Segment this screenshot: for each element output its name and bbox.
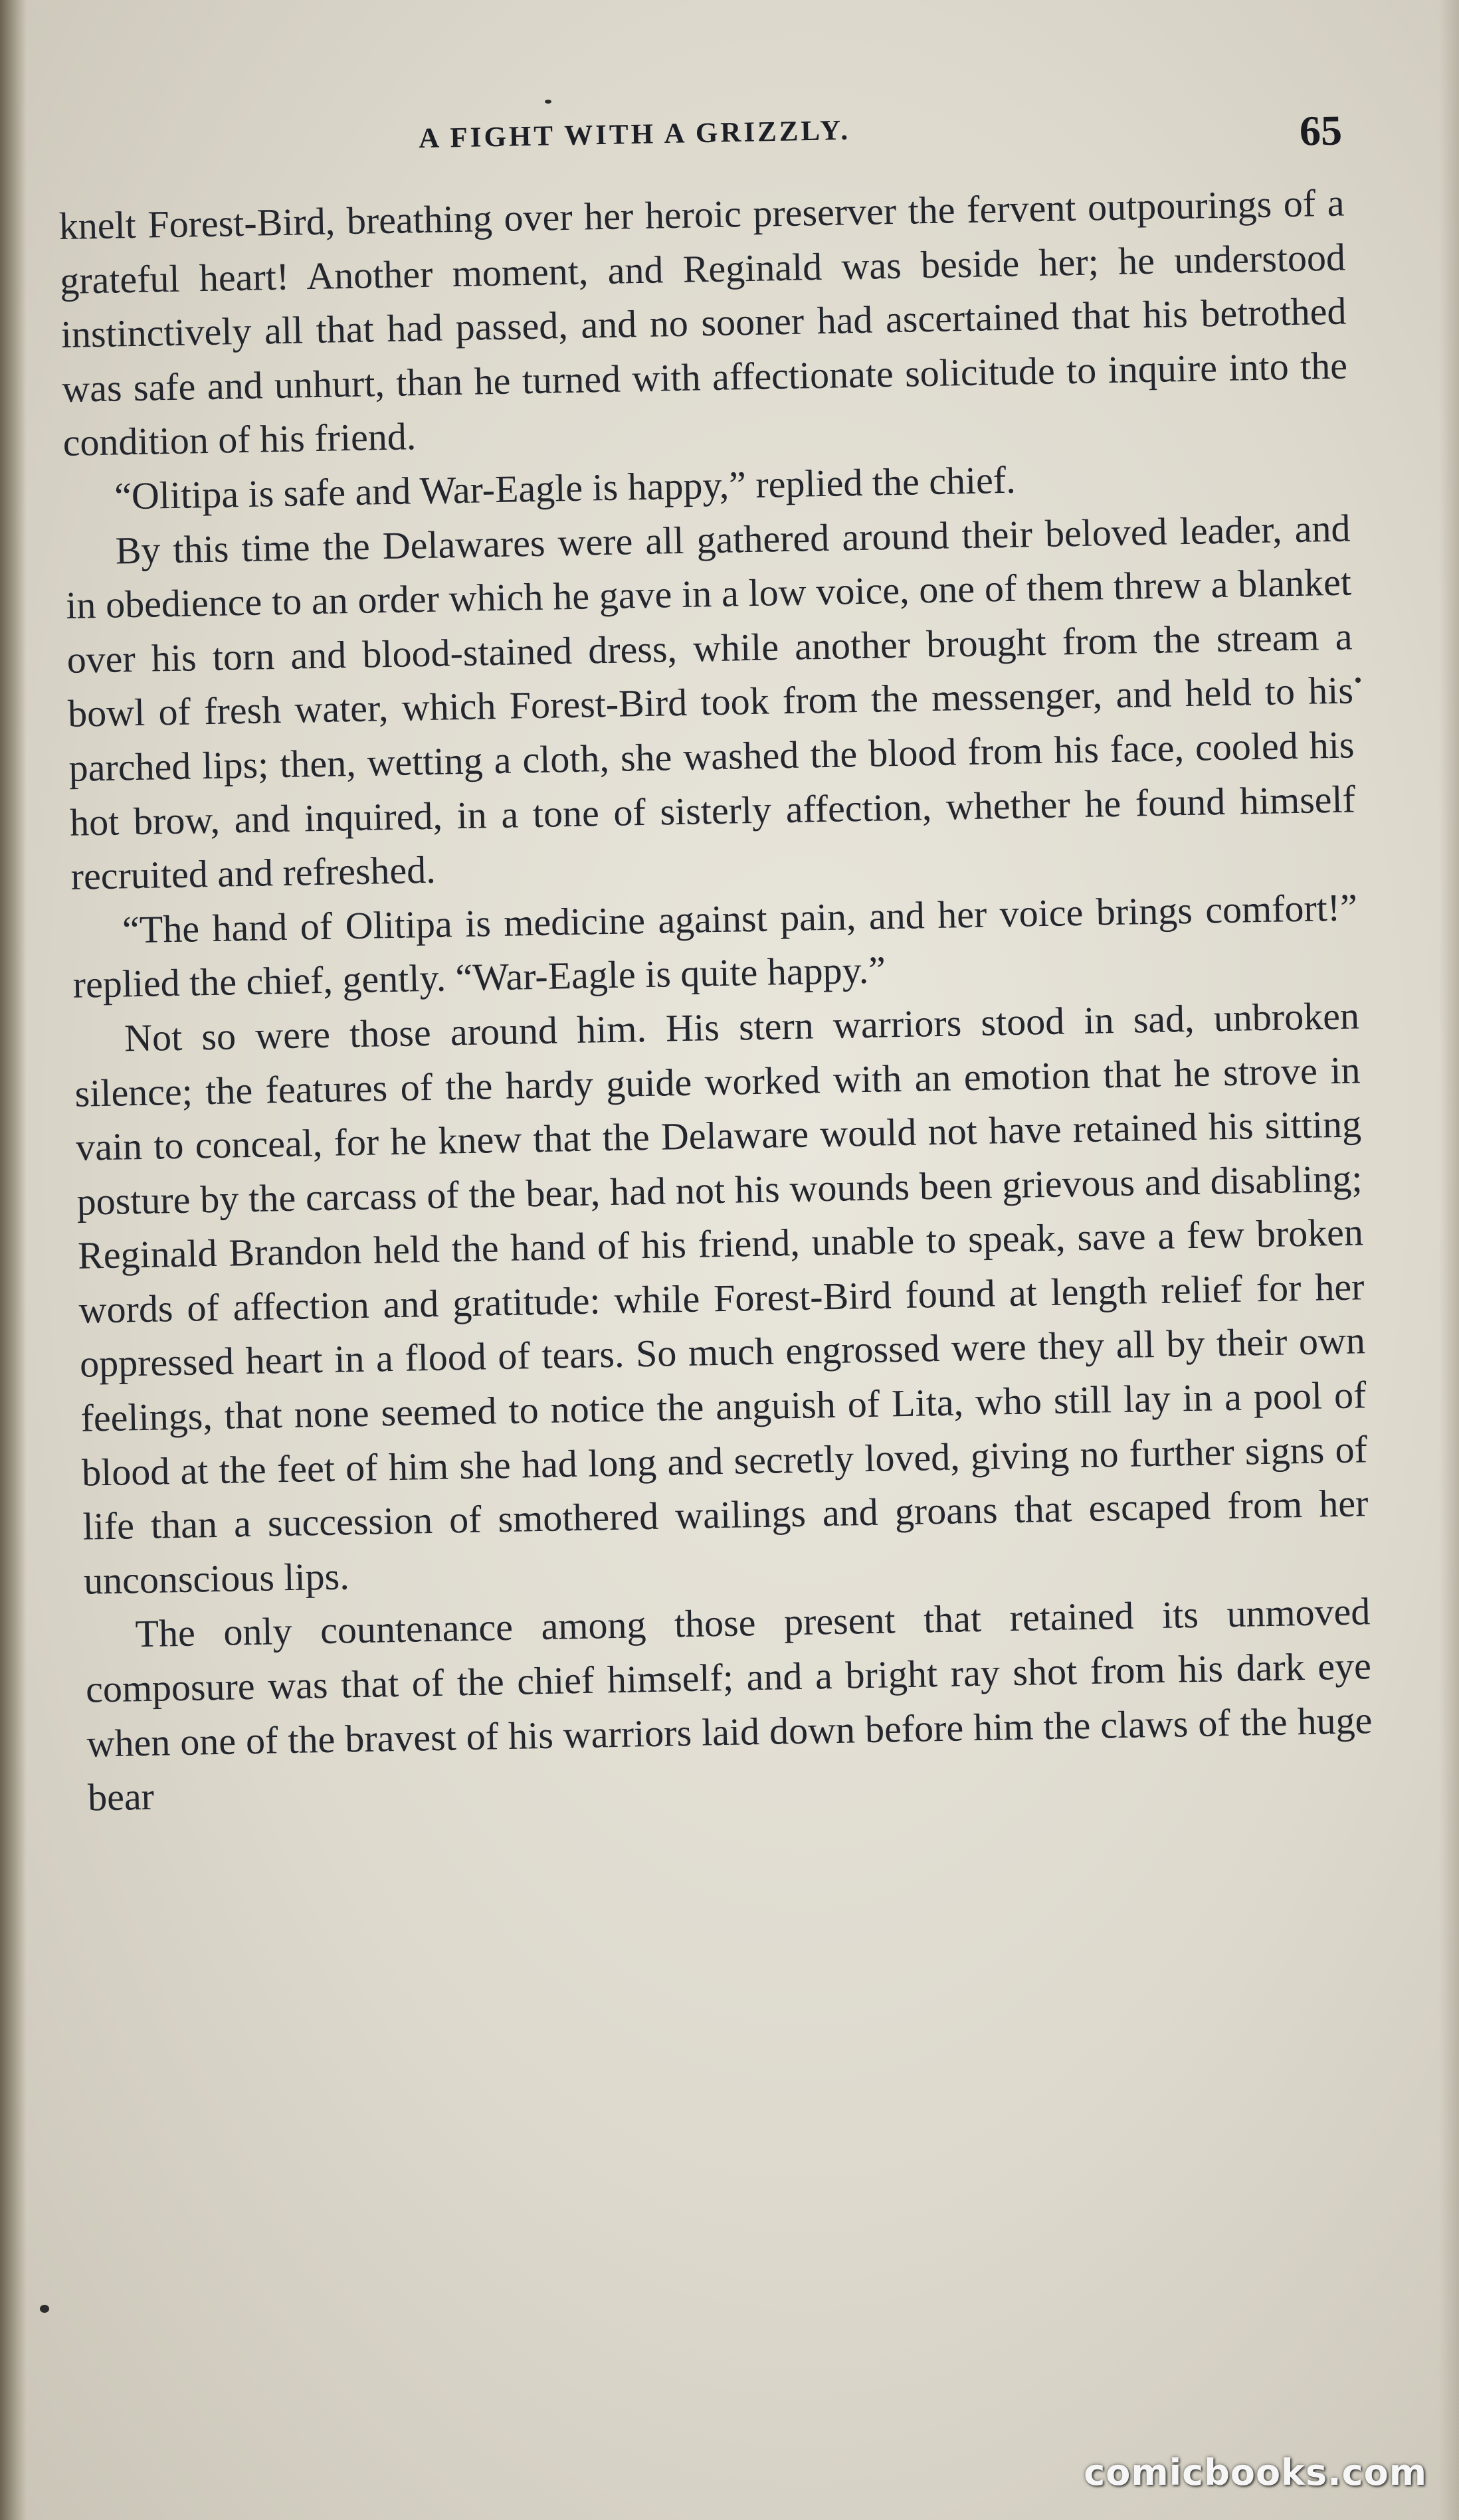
ink-speck xyxy=(1355,677,1361,683)
paragraph: “Olitipa is safe and War-Eagle is happy,” replied the chief. xyxy=(114,458,1017,518)
paragraph: knelt Forest-Bird, breathing over her heroic preserver the fervent outpourings of a grateful heart! Another moment, and Reginald was beside her; he understood instinctively all that had passed, and no sooner had ascertained that his betrothed was safe and unhurt, than he turned with affectionate solicitude to inquire into the condition of his friend. xyxy=(58,181,1348,465)
body-text xyxy=(58,176,1374,1825)
page-number: 65 xyxy=(1299,106,1343,155)
running-head: A FIGHT WITH A GRIZZLY. xyxy=(418,114,851,155)
paragraph: By this time the Delawares were all gathered around their beloved leader, and in obedience to an order which he gave in a low voice, one of them threw a blanket over his torn and blood-stained dress, while another brought from the stream a bowl of fresh water, which Forest-Bird took from the messenger, and held to his parched lips; then, wetting a cloth, she washed the blood from his face, cooled his hot brow, and inquired, in a tone of sisterly affection, whether he found himself recruited and refreshed. xyxy=(65,506,1356,898)
paragraph: “The hand of Olitipa is medicine against pain, and her voice brings comfort!” replied the chief, gently. “War-Eagle is quite happy.” xyxy=(72,885,1358,1007)
page-header xyxy=(60,106,1343,171)
watermark-logo: comicbooks.com xyxy=(1084,2452,1427,2493)
ink-speck xyxy=(40,2305,49,2313)
paragraph: The only countenance among those present that retained its unmoved composure was that of the chief himself; and a bright ray shot from his dark eye when one of the bravest of his warriors laid down before him the claws of the huge bear xyxy=(85,1589,1373,1819)
ink-speck xyxy=(545,100,551,104)
paragraph: Not so were those around him. His stern warriors stood in sad, unbroken silence; the features of the hardy guide worked with an emotion that he strove in vain to conceal, for he knew that the Delaware would not have retained his sitting posture by the carcass of the bear, had not his wounds been grievous and disabling; Reginald Brandon held the hand of his friend, unable to speak, save a few broken words of affection and gratitude: while Forest-Bird found at length relief for her oppressed heart in a flood of tears. So much engrossed were they all by their own feelings, that none seemed to notice the anguish of Lita, who still lay in a pool of blood at the feet of him she had long and secretly loved, giving no further signs of life than a succession of smothered wailings and groans that escaped from her unconscious lips. xyxy=(74,994,1369,1603)
show-through-text xyxy=(120,56,1116,76)
